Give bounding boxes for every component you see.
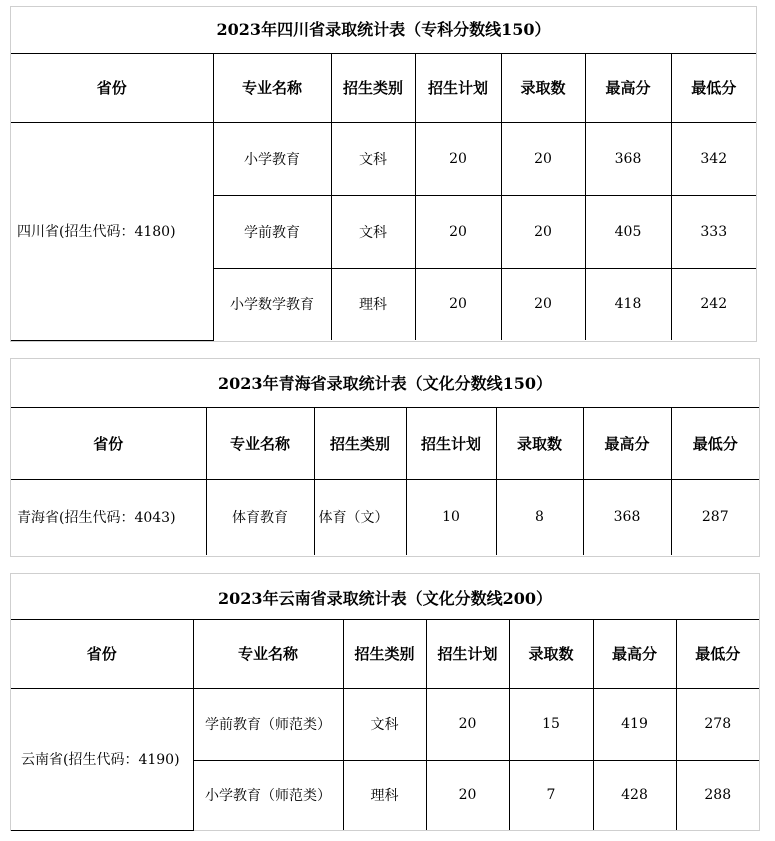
plan-cell: 20 <box>426 688 509 760</box>
province-cell: 青海省(招生代码：4043) <box>11 479 206 555</box>
plan-cell: 20 <box>415 122 501 195</box>
header-cell: 省份 <box>11 54 213 122</box>
header-cell: 最低分 <box>676 620 759 688</box>
category-cell: 文科 <box>331 195 415 268</box>
category-cell: 理科 <box>331 268 415 340</box>
min-score-cell: 342 <box>671 122 756 195</box>
table-title: 2023年云南省录取统计表（文化分数线200） <box>11 574 759 620</box>
admission-table <box>11 408 759 555</box>
table-row <box>11 479 759 555</box>
header-cell: 最低分 <box>671 54 756 122</box>
header-cell: 最高分 <box>593 620 676 688</box>
header-cell: 省份 <box>11 620 193 688</box>
admission-table <box>11 620 759 831</box>
table-row <box>11 688 759 760</box>
header-row <box>11 620 759 688</box>
header-cell: 招生类别 <box>343 620 426 688</box>
min-score-cell: 333 <box>671 195 756 268</box>
header-cell: 招生计划 <box>406 408 496 479</box>
min-score-cell: 278 <box>676 688 759 760</box>
header-row <box>11 54 756 122</box>
max-score-cell: 405 <box>585 195 671 268</box>
category-cell: 文科 <box>331 122 415 195</box>
header-cell: 录取数 <box>501 54 585 122</box>
header-cell: 专业名称 <box>193 620 343 688</box>
header-cell: 招生类别 <box>331 54 415 122</box>
min-score-cell: 287 <box>671 479 759 555</box>
plan-cell: 10 <box>406 479 496 555</box>
admission-table <box>11 54 756 341</box>
province-cell: 云南省(招生代码：4190) <box>11 688 193 830</box>
admitted-cell: 7 <box>509 760 593 830</box>
header-cell: 招生计划 <box>415 54 501 122</box>
province-cell: 四川省(招生代码：4180) <box>11 122 213 340</box>
header-cell: 招生计划 <box>426 620 509 688</box>
admitted-cell: 15 <box>509 688 593 760</box>
plan-cell: 20 <box>426 760 509 830</box>
yunnan-admission-table <box>10 573 760 831</box>
max-score-cell: 419 <box>593 688 676 760</box>
category-cell: 理科 <box>343 760 426 830</box>
header-row <box>11 408 759 479</box>
plan-cell: 20 <box>415 195 501 268</box>
max-score-cell: 428 <box>593 760 676 830</box>
header-cell: 省份 <box>11 408 206 479</box>
major-cell: 小学教育 <box>213 122 331 195</box>
max-score-cell: 418 <box>585 268 671 340</box>
header-cell: 专业名称 <box>213 54 331 122</box>
min-score-cell: 242 <box>671 268 756 340</box>
admitted-cell: 20 <box>501 122 585 195</box>
major-cell: 体育教育 <box>206 479 314 555</box>
major-cell: 小学数学教育 <box>213 268 331 340</box>
header-cell: 专业名称 <box>206 408 314 479</box>
admitted-cell: 20 <box>501 268 585 340</box>
header-cell: 最高分 <box>585 54 671 122</box>
header-cell: 最高分 <box>583 408 671 479</box>
max-score-cell: 368 <box>583 479 671 555</box>
header-cell: 招生类别 <box>314 408 406 479</box>
category-cell: 文科 <box>343 688 426 760</box>
major-cell: 小学教育（师范类） <box>193 760 343 830</box>
header-cell: 录取数 <box>509 620 593 688</box>
table-row <box>11 122 756 195</box>
max-score-cell: 368 <box>585 122 671 195</box>
major-cell: 学前教育（师范类） <box>193 688 343 760</box>
major-cell: 学前教育 <box>213 195 331 268</box>
header-cell: 最低分 <box>671 408 759 479</box>
qinghai-admission-table <box>10 358 760 557</box>
min-score-cell: 288 <box>676 760 759 830</box>
sichuan-admission-table <box>10 6 757 342</box>
table-title: 2023年四川省录取统计表（专科分数线150） <box>11 7 756 54</box>
admitted-cell: 8 <box>496 479 583 555</box>
header-cell: 录取数 <box>496 408 583 479</box>
table-title: 2023年青海省录取统计表（文化分数线150） <box>11 359 759 408</box>
plan-cell: 20 <box>415 268 501 340</box>
admitted-cell: 20 <box>501 195 585 268</box>
category-cell: 体育（文） <box>314 479 406 555</box>
